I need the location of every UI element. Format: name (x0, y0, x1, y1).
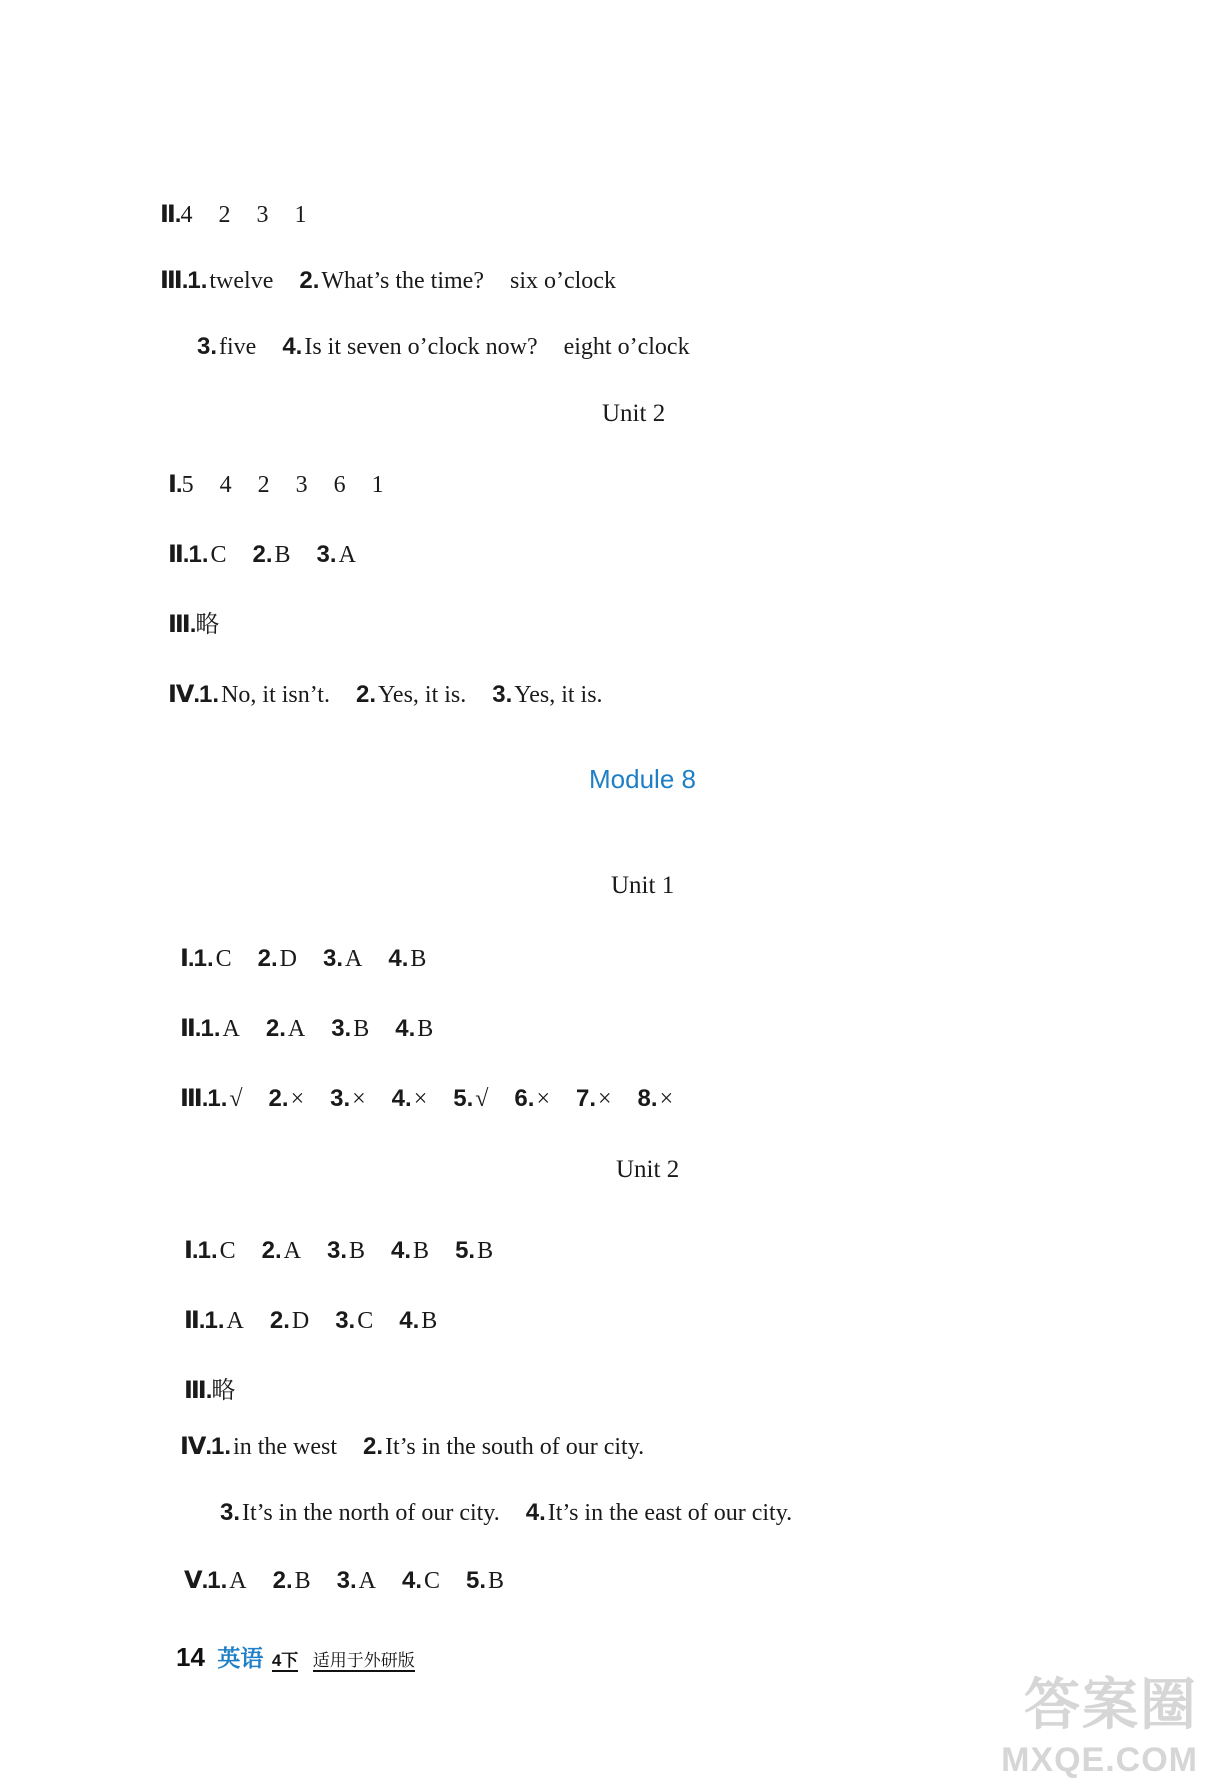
unit-2-heading: Unit 2 (616, 1156, 680, 1183)
question-number: 5. (455, 1237, 476, 1264)
question-number: 1. (200, 1015, 221, 1042)
answer-text: 4 (180, 202, 193, 228)
answer-text: B (294, 1568, 311, 1594)
answer-text: A (338, 542, 356, 568)
section-numeral: Ⅱ. (184, 1307, 205, 1334)
question-number: 2. (299, 267, 320, 294)
answer-text: × (352, 1086, 366, 1112)
answer-text: twelve (209, 268, 274, 294)
module-8-heading: Module 8 (589, 764, 696, 794)
unit-1-heading: Unit 1 (611, 872, 675, 899)
answer-item (199, 682, 330, 708)
answer-text: C (357, 1308, 374, 1334)
question-number: 2. (272, 1567, 293, 1594)
answer-line (180, 1084, 673, 1114)
answer-item (391, 1238, 429, 1264)
answer-text: C (424, 1568, 441, 1594)
question-number: 3. (197, 333, 218, 360)
subject-label: 英语 (217, 1645, 264, 1671)
question-number: 3. (492, 681, 513, 708)
answer-item (492, 682, 602, 708)
answer-text: A (345, 946, 363, 972)
answer-item (220, 1500, 500, 1526)
answer-item (356, 682, 466, 708)
answer-text: D (291, 1308, 310, 1334)
answer-text: 4 (219, 472, 232, 498)
answer-item (273, 1568, 311, 1594)
answer-item (270, 1308, 309, 1334)
question-number: 4. (282, 333, 303, 360)
question-number: 3. (330, 1085, 351, 1112)
answer-text: Is it seven o’clock now? (304, 334, 538, 360)
answer-item (372, 472, 384, 498)
answer-item (331, 1016, 369, 1042)
question-number: 3. (327, 1237, 348, 1264)
answer-text: C (215, 946, 232, 972)
answer-text: B (417, 1016, 434, 1042)
answer-item (317, 542, 356, 568)
answer-item (195, 612, 219, 638)
answer-item (638, 1086, 674, 1112)
answer-text: × (598, 1086, 612, 1112)
answer-item (269, 1086, 305, 1112)
answer-line (184, 1566, 504, 1596)
answer-text: six o’clock (509, 268, 616, 294)
watermark-logo (1001, 1661, 1198, 1780)
answer-text: five (219, 334, 257, 360)
answer-text: A (287, 1016, 306, 1042)
answer-item (211, 1378, 235, 1404)
answer-item (282, 334, 537, 360)
section-numeral: Ⅱ. (168, 541, 189, 568)
answer-line (160, 266, 616, 296)
answer-item (337, 1568, 376, 1594)
question-number: 1. (211, 1433, 232, 1460)
answer-text: D (279, 946, 297, 972)
answer-line (180, 944, 426, 974)
answer-text: 6 (333, 472, 346, 498)
question-number: 3. (336, 1567, 357, 1594)
answer-text: in the west (233, 1434, 338, 1460)
answer-item (258, 472, 270, 498)
answer-text: It’s in the south of our city. (385, 1434, 645, 1460)
answer-text: 1 (294, 202, 307, 228)
answer-text: eight o’clock (563, 334, 690, 360)
page-footer (176, 1640, 415, 1673)
question-number: 5. (453, 1085, 474, 1112)
answer-line (197, 332, 690, 362)
answer-text: A (229, 1568, 247, 1594)
answer-text: √ (475, 1086, 489, 1112)
answer-item (363, 1434, 644, 1460)
question-number: 4. (391, 1085, 412, 1112)
answer-item (466, 1568, 504, 1594)
question-number: 2. (257, 945, 278, 972)
answer-line (160, 200, 306, 230)
answer-item (576, 1086, 612, 1112)
answer-item (258, 946, 297, 972)
question-number: 1. (188, 541, 209, 568)
question-number: 1. (199, 681, 220, 708)
answer-text: × (659, 1086, 674, 1112)
answer-text: It’s in the east of our city. (547, 1500, 793, 1526)
question-number: 2. (268, 1085, 289, 1112)
answer-item (455, 1238, 493, 1264)
answer-item (218, 202, 230, 228)
answer-item (207, 1086, 242, 1112)
answer-text: B (353, 1016, 370, 1042)
answer-text: Yes, it is. (377, 682, 467, 708)
question-number: 3. (316, 541, 337, 568)
answer-line (180, 1432, 644, 1462)
question-number: 4. (399, 1307, 420, 1334)
question-number: 2. (252, 541, 273, 568)
answer-item (256, 202, 268, 228)
answer-item (388, 946, 426, 972)
question-number: 3. (335, 1307, 356, 1334)
answer-line (180, 1014, 433, 1044)
section-numeral: Ⅴ. (184, 1567, 208, 1594)
question-number: 4. (395, 1015, 416, 1042)
answer-item (197, 334, 256, 360)
question-number: 1. (207, 1567, 228, 1594)
answer-text: × (290, 1086, 305, 1112)
answer-line (168, 610, 219, 640)
section-numeral: Ⅳ. (180, 1433, 212, 1460)
answer-item (514, 1086, 550, 1112)
answer-text: Yes, it is. (514, 682, 603, 708)
question-number: 3. (331, 1015, 352, 1042)
answer-text: No, it isn’t. (221, 682, 330, 708)
question-number: 6. (514, 1085, 535, 1112)
answer-item (296, 472, 308, 498)
answer-text: 5 (181, 472, 194, 498)
answer-text: B (349, 1238, 366, 1264)
question-number: 2. (265, 1015, 286, 1042)
answer-text: B (410, 946, 427, 972)
answer-item (262, 1238, 301, 1264)
answer-line (184, 1236, 493, 1266)
answer-line (220, 1498, 792, 1528)
answer-item (188, 542, 226, 568)
question-number: 2. (269, 1307, 290, 1334)
answer-item (330, 1086, 366, 1112)
page-number: 14 (176, 1642, 205, 1672)
edition-label: 适用于外研版 (312, 1651, 415, 1670)
question-number: 1. (207, 1085, 228, 1112)
answer-text: B (413, 1238, 430, 1264)
answer-item (510, 268, 616, 294)
grade-label: 4下 (271, 1651, 299, 1670)
answer-text: B (421, 1308, 438, 1334)
question-number: 4. (391, 1237, 412, 1264)
answer-item (395, 1016, 433, 1042)
answer-text: 1 (371, 472, 384, 498)
answer-text: 3 (256, 202, 269, 228)
answer-text: 略 (195, 612, 220, 638)
question-number: 2. (363, 1433, 384, 1460)
answer-item (200, 1016, 239, 1042)
question-number: 2. (261, 1237, 282, 1264)
section-numeral: Ⅲ. (180, 1085, 208, 1112)
answer-item (198, 1238, 236, 1264)
question-number: 1. (197, 1237, 218, 1264)
answer-item (211, 1434, 337, 1460)
answer-item (453, 1086, 488, 1112)
question-number: 3. (220, 1499, 241, 1526)
watermark-main: 答案圈 (1024, 1673, 1198, 1736)
answer-line (184, 1376, 235, 1406)
question-number: 5. (466, 1567, 487, 1594)
answer-text: A (283, 1238, 301, 1264)
question-number: 1. (204, 1307, 225, 1334)
answer-item (335, 1308, 373, 1334)
question-number: 8. (637, 1085, 658, 1112)
answer-item (204, 1308, 243, 1334)
section-numeral: Ⅰ. (184, 1237, 198, 1264)
answer-line (168, 540, 356, 570)
question-number: 4. (402, 1567, 423, 1594)
answer-text: It’s in the north of our city. (242, 1500, 500, 1526)
answer-text: C (219, 1238, 236, 1264)
answer-item (323, 946, 362, 972)
section-numeral: Ⅳ. (168, 681, 200, 708)
answer-item (187, 268, 273, 294)
answer-item (220, 472, 232, 498)
question-number: 1. (193, 945, 214, 972)
answer-item (207, 1568, 246, 1594)
answer-text: 3 (295, 472, 308, 498)
question-number: 4. (525, 1499, 546, 1526)
answer-item (402, 1568, 440, 1594)
section-numeral: Ⅱ. (180, 1015, 201, 1042)
watermark-site: MXQE.COM (1001, 1741, 1198, 1779)
answer-item (334, 472, 346, 498)
answer-text: What’s the time? (321, 268, 484, 294)
answer-text: C (210, 542, 227, 568)
answer-item (294, 202, 306, 228)
answer-text: A (358, 1568, 376, 1594)
answer-item (327, 1238, 365, 1264)
answer-text: B (274, 542, 291, 568)
answer-item (392, 1086, 428, 1112)
unit-2-heading: Unit 2 (602, 400, 666, 427)
section-numeral: Ⅱ. (160, 201, 181, 228)
answer-text: A (222, 1016, 240, 1042)
answer-text: √ (229, 1086, 243, 1112)
question-number: 1. (187, 267, 208, 294)
answer-item (180, 202, 192, 228)
question-number: 7. (575, 1085, 596, 1112)
answer-text: 2 (218, 202, 231, 228)
answer-item (194, 946, 232, 972)
section-numeral: Ⅰ. (168, 471, 182, 498)
answer-item (399, 1308, 437, 1334)
answer-item (266, 1016, 305, 1042)
answer-item (564, 334, 690, 360)
answer-text: B (488, 1568, 505, 1594)
answer-text: 2 (257, 472, 270, 498)
answer-text: B (477, 1238, 494, 1264)
section-numeral: Ⅲ. (160, 267, 188, 294)
section-numeral: Ⅰ. (180, 945, 194, 972)
question-number: 3. (323, 945, 344, 972)
answer-text: A (226, 1308, 244, 1334)
answer-item (253, 542, 291, 568)
answer-item (182, 472, 194, 498)
answer-item (299, 268, 484, 294)
answer-line (184, 1306, 437, 1336)
answer-text: × (413, 1086, 428, 1112)
answer-text: × (536, 1086, 550, 1112)
answer-text: 略 (211, 1378, 236, 1404)
section-numeral: Ⅲ. (184, 1377, 212, 1404)
question-number: 4. (388, 945, 409, 972)
answer-item (526, 1500, 792, 1526)
answer-line (168, 680, 603, 710)
question-number: 2. (355, 681, 376, 708)
section-numeral: Ⅲ. (168, 611, 196, 638)
answer-line (168, 470, 384, 500)
